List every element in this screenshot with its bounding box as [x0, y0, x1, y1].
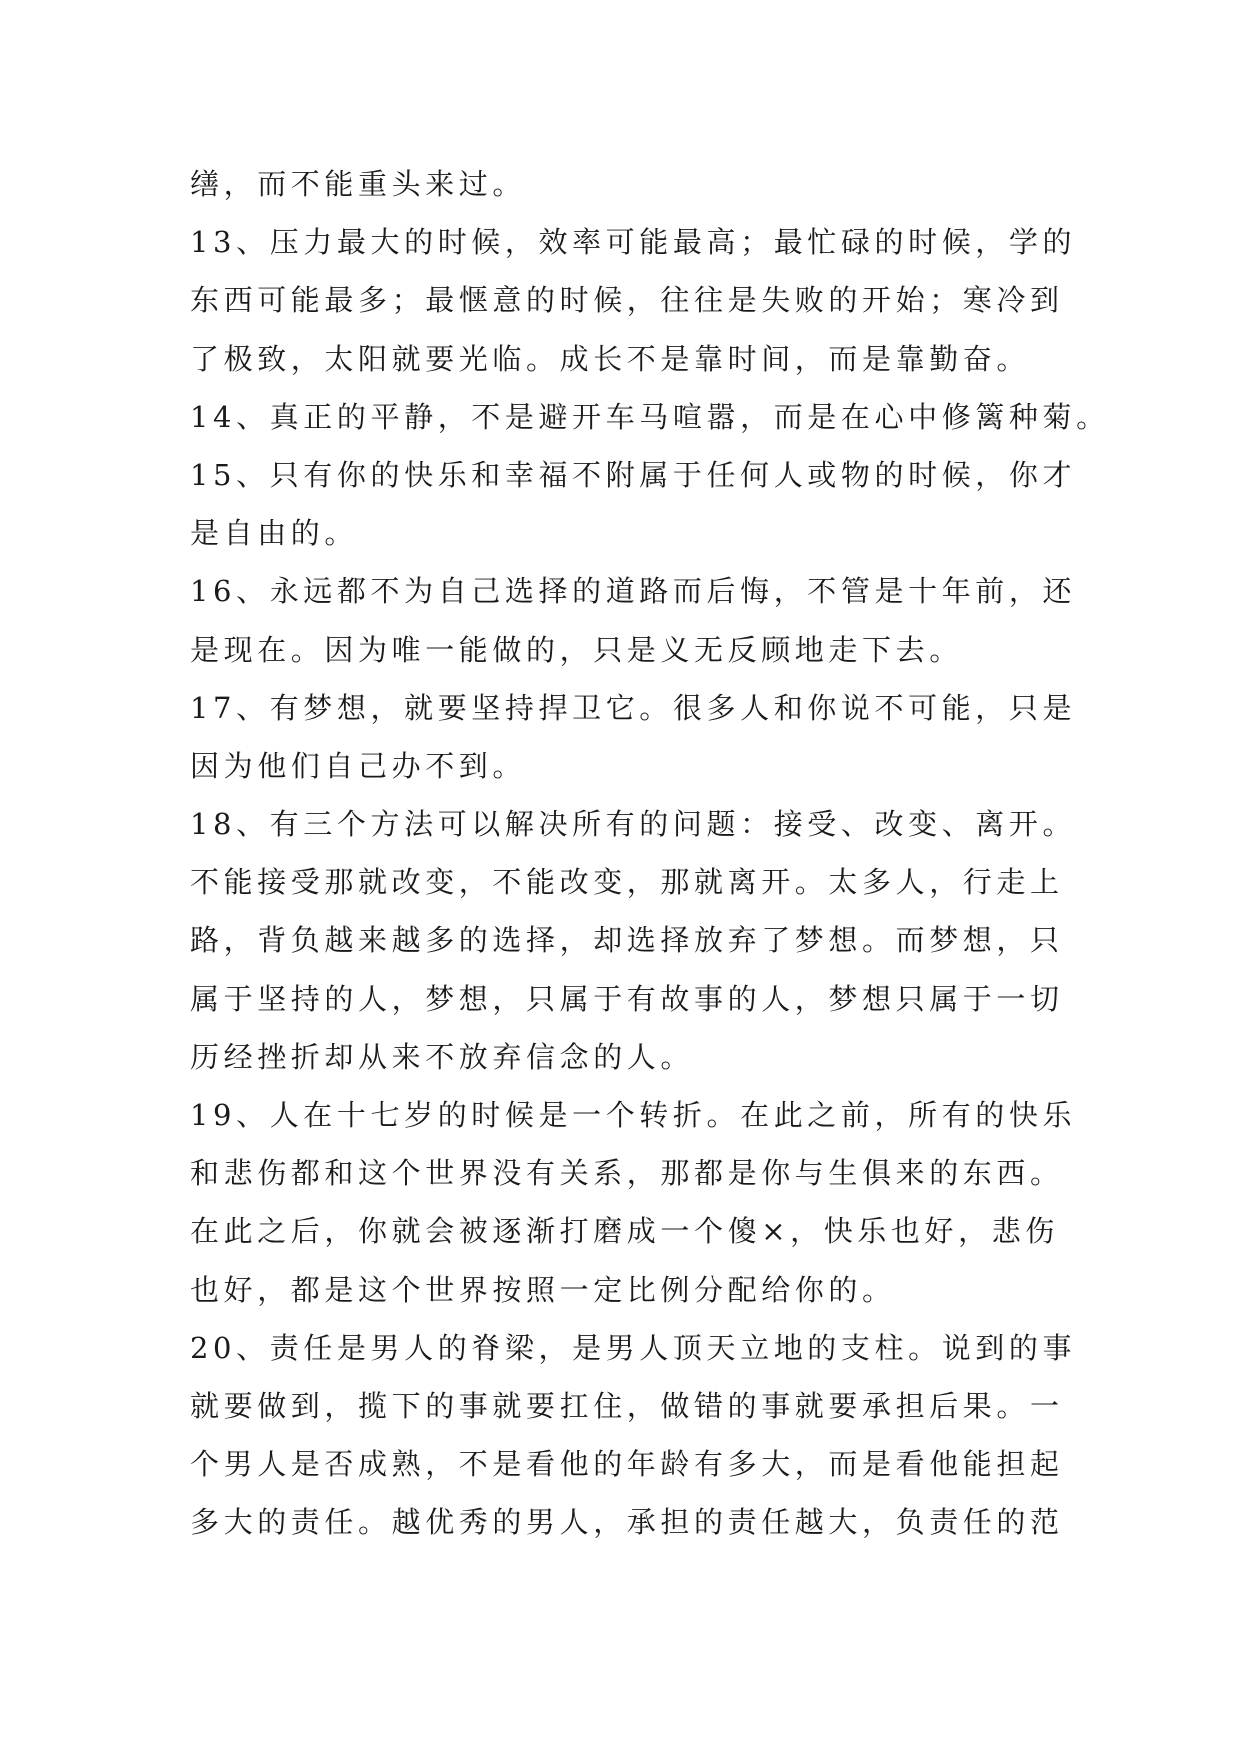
text-line: 是现在。因为唯一能做的，只是义无反顾地走下去。: [190, 632, 963, 667]
text-line: 和悲伤都和这个世界没有关系，那都是你与生俱来的东西。: [190, 1156, 1064, 1191]
text-line: 17、有梦想，就要坚持捍卫它。很多人和你说不可能，只是: [190, 690, 1077, 725]
text-line: 个男人是否成熟，不是看他的年龄有多大，而是看他能担起: [190, 1447, 1064, 1482]
text-line: 了极致，太阳就要光临。成长不是靠时间，而是靠勤奋。: [190, 341, 1031, 376]
text-line: 不能接受那就改变，不能改变，那就离开。太多人，行走上: [190, 865, 1064, 900]
text-line: 在此之后，你就会被逐渐打磨成一个傻×，快乐也好，悲伤: [190, 1214, 1059, 1249]
text-line: 15、只有你的快乐和幸福不附属于任何人或物的时候，你才: [190, 457, 1077, 492]
text-line: 14、真正的平静，不是避开车马喧嚣，而是在心中修篱种菊。: [190, 399, 1110, 434]
text-line: 路，背负越来越多的选择，却选择放弃了梦想。而梦想，只: [190, 923, 1064, 958]
text-line: 13、压力最大的时候，效率可能最高；最忙碌的时候，学的: [190, 225, 1077, 260]
text-line: 东西可能最多；最惬意的时候，往往是失败的开始；寒冷到: [190, 283, 1064, 318]
text-line: 是自由的。: [190, 516, 359, 551]
text-line: 缮，而不能重头来过。: [190, 167, 527, 201]
text-line: 多大的责任。越优秀的男人，承担的责任越大，负责任的范: [190, 1505, 1064, 1540]
text-line: 因为他们自己办不到。: [190, 748, 527, 783]
text-line: 就要做到，揽下的事就要扛住，做错的事就要承担后果。一: [190, 1388, 1064, 1423]
document-body: [190, 155, 1110, 1552]
text-line: 属于坚持的人，梦想，只属于有故事的人，梦想只属于一切: [190, 981, 1064, 1016]
text-line: 18、有三个方法可以解决所有的问题：接受、改变、离开。: [190, 807, 1077, 842]
text-line: 16、永远都不为自己选择的道路而后悔，不管是十年前，还: [190, 574, 1077, 609]
text-line: 19、人在十七岁的时候是一个转折。在此之前，所有的快乐: [190, 1098, 1077, 1132]
text-line: 20、责任是男人的脊梁，是男人顶天立地的支柱。说到的事: [190, 1330, 1077, 1365]
text-line: 历经挫折却从来不放弃信念的人。: [190, 1039, 695, 1074]
text-line: 也好，都是这个世界按照一定比例分配给你的。: [190, 1272, 896, 1307]
